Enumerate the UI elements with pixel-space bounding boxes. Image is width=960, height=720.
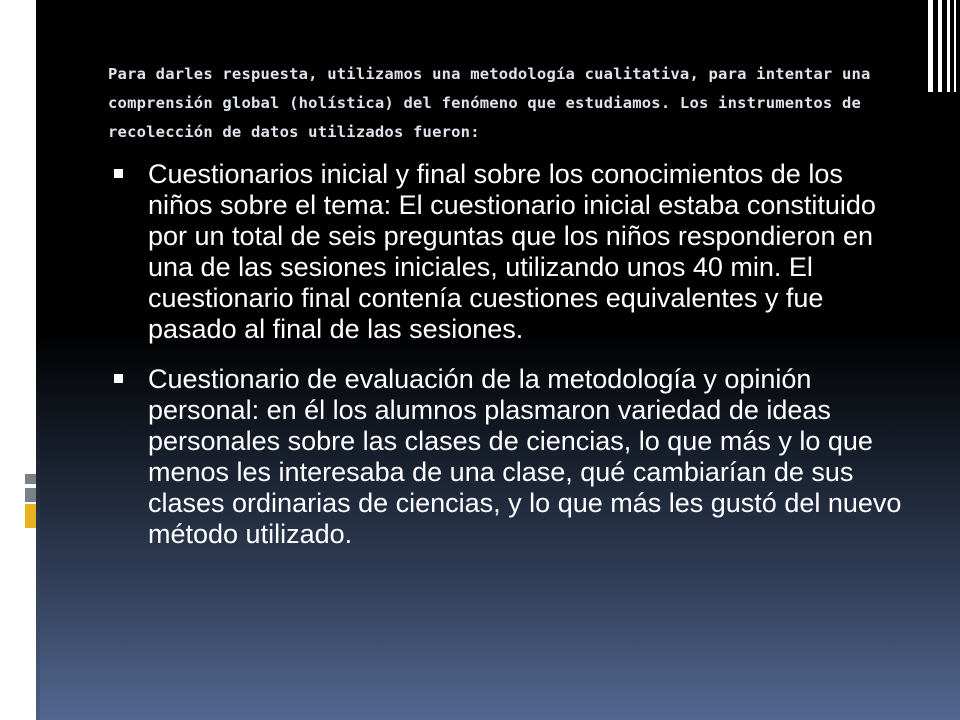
corner-pane-motif bbox=[928, 0, 933, 92]
square-bullet-icon bbox=[114, 374, 123, 383]
square-bullet-icon bbox=[114, 169, 123, 178]
accent-gold-mark bbox=[25, 504, 36, 528]
intro-paragraph: Para darles respuesta, utilizamos una metodología cualitativa, para intentar una comprensión global (holística) del fenómeno que estudiamos. Los instrumentos de recolección de datos utilizados fueron: bbox=[108, 65, 871, 141]
slide-content bbox=[108, 60, 908, 569]
bullet-text: Cuestionarios inicial y final sobre los conocimientos de los niños sobre el tema: El cuestionario inicial estaba constituido por un total de seis preguntas que los niños respondieron en una de las sesiones iniciales, utilizando unos 40 min. El cuestionario final contenía cuestiones equivalentes y fue pasado al final de las sesiones. bbox=[148, 159, 876, 344]
corner-pane-motif bbox=[938, 0, 942, 92]
corner-pane-motif bbox=[954, 0, 956, 92]
corner-pane-motif bbox=[947, 0, 950, 92]
accent-gray-mark bbox=[25, 488, 36, 502]
bullet-text: Cuestionario de evaluación de la metodología y opinión personal: en él los alumnos plasmaron variedad de ideas personales sobre las clases de ciencias, lo que más y lo que menos les interesaba de una clase, qué cambiarían de sus clases ordinarias de ciencias, y lo que más les gustó del nuevo método utilizado. bbox=[148, 364, 902, 549]
accent-gray-mark bbox=[25, 474, 36, 484]
bullet-list bbox=[108, 159, 908, 550]
list-item bbox=[108, 364, 908, 550]
left-decorative-band bbox=[0, 0, 36, 720]
left-band-edge bbox=[36, 0, 40, 720]
list-item bbox=[108, 159, 908, 345]
